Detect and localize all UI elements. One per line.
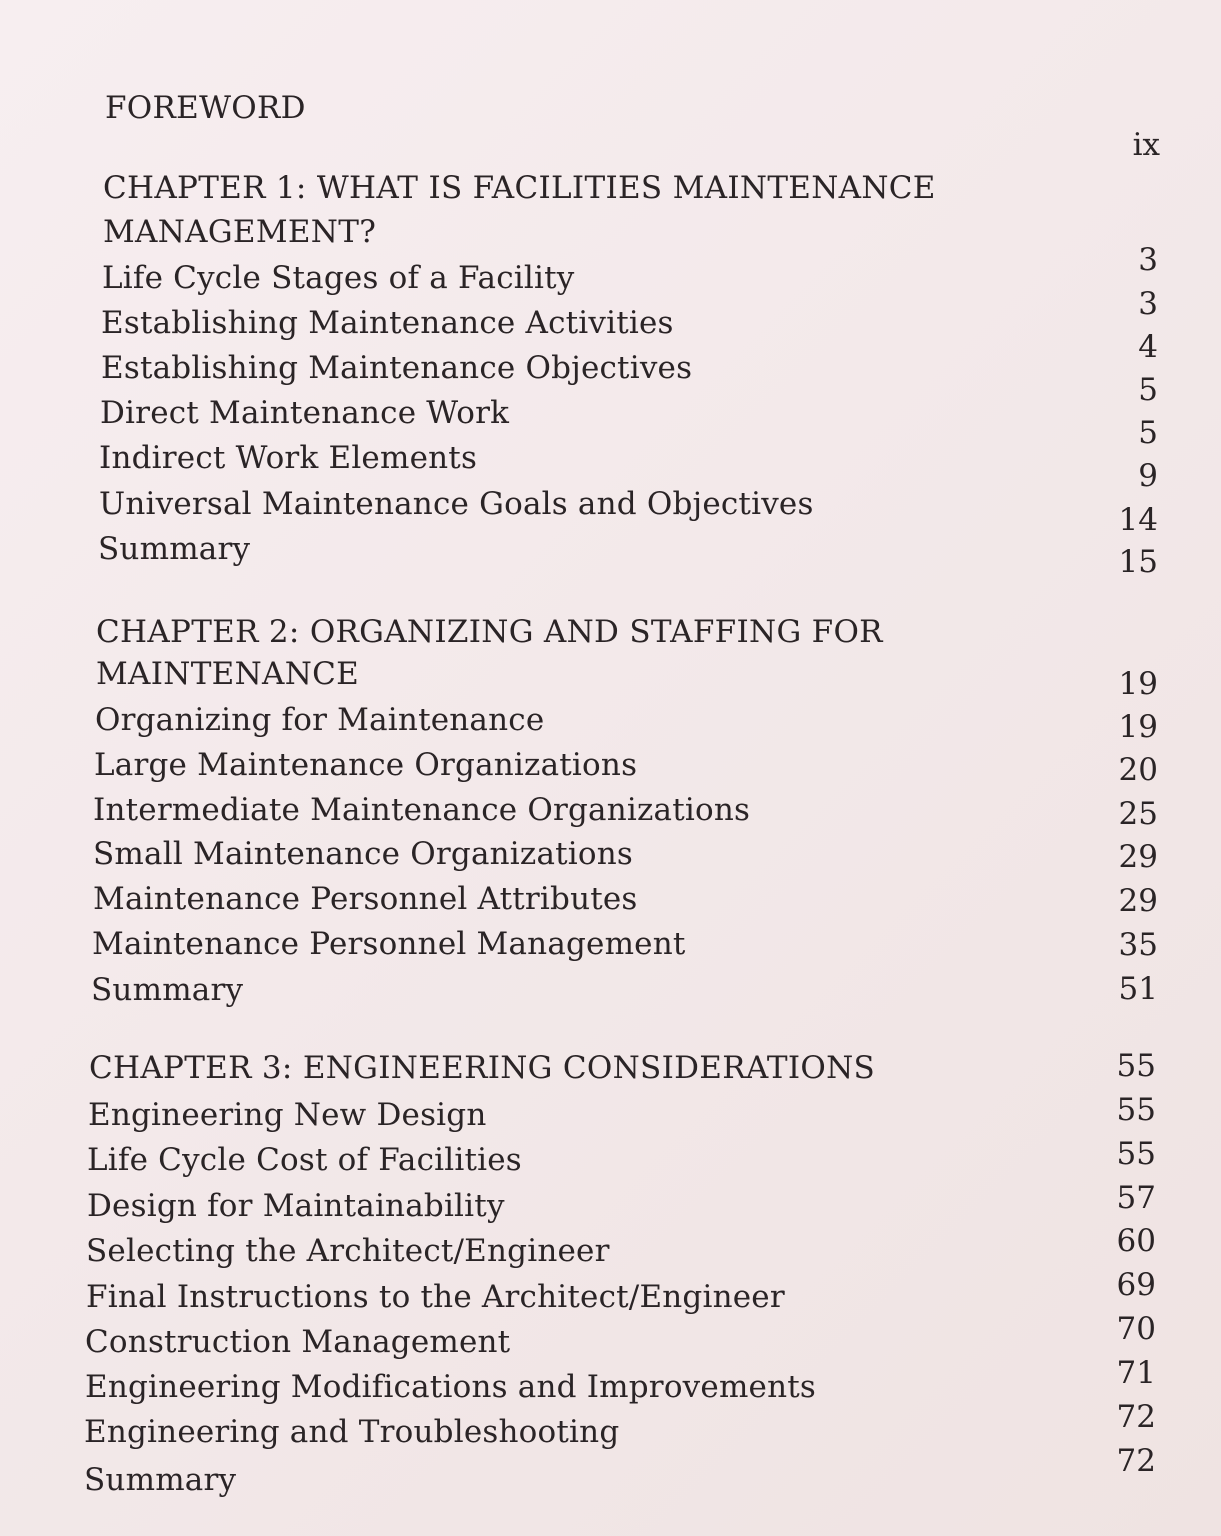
chapter-1-page: 3 <box>1138 242 1158 278</box>
toc-entry-page: 71 <box>1116 1355 1156 1391</box>
toc-entry: Life Cycle Cost of Facilities <box>87 1142 522 1178</box>
toc-entry: Organizing for Maintenance <box>95 702 545 738</box>
chapter-2-title-line2: MAINTENANCE <box>96 656 360 692</box>
toc-entry-page: 25 <box>1118 796 1158 832</box>
toc-entry: Universal Maintenance Goals and Objectives <box>99 486 814 522</box>
toc-entry-page: 35 <box>1118 927 1158 963</box>
toc-entry-page: 60 <box>1116 1223 1156 1259</box>
toc-entry-page: 29 <box>1118 839 1158 875</box>
toc-entry: Establishing Maintenance Activities <box>101 305 674 341</box>
toc-entry-page: 14 <box>1118 502 1158 538</box>
toc-entry-page: 72 <box>1116 1443 1156 1479</box>
toc-entry: Final Instructions to the Architect/Engineer <box>86 1279 785 1315</box>
chapter-1-title-line1: CHAPTER 1: WHAT IS FACILITIES MAINTENANCE <box>103 170 936 206</box>
toc-entry: Engineering Modifications and Improvements <box>85 1369 817 1405</box>
toc-entry: Construction Management <box>85 1324 511 1360</box>
toc-entry: Small Maintenance Organizations <box>93 836 634 872</box>
toc-entry-page: 70 <box>1116 1311 1156 1347</box>
toc-entry-page: 55 <box>1116 1136 1156 1172</box>
toc-entry: Maintenance Personnel Management <box>92 926 686 962</box>
toc-entry-page: 55 <box>1116 1092 1156 1128</box>
toc-entry-page: 72 <box>1116 1399 1156 1435</box>
chapter-3-title: CHAPTER 3: ENGINEERING CONSIDERATIONS <box>89 1050 876 1086</box>
chapter-2-title-line1: CHAPTER 2: ORGANIZING AND STAFFING FOR <box>96 614 883 650</box>
toc-entry: Maintenance Personnel Attributes <box>93 881 638 917</box>
toc-entry-page: 20 <box>1118 752 1158 788</box>
toc-entry-page: 69 <box>1116 1267 1156 1303</box>
toc-entry-page: 57 <box>1116 1180 1156 1216</box>
toc-entry: Summary <box>84 1462 237 1498</box>
foreword-title: FOREWORD <box>105 90 306 126</box>
toc-entry-page: 4 <box>1138 329 1158 365</box>
toc-entry-page: 9 <box>1138 458 1158 494</box>
toc-entry-page: 5 <box>1138 415 1158 451</box>
toc-entry: Direct Maintenance Work <box>100 395 510 431</box>
toc-entry-page: 29 <box>1118 883 1158 919</box>
toc-entry: Establishing Maintenance Objectives <box>101 350 693 386</box>
toc-entry: Summary <box>98 531 251 567</box>
toc-entry-page: 3 <box>1138 286 1158 322</box>
toc-entry-page: 19 <box>1118 709 1158 745</box>
toc-entry: Large Maintenance Organizations <box>94 747 638 783</box>
toc-entry: Selecting the Architect/Engineer <box>86 1233 610 1269</box>
toc-entry-page: 5 <box>1138 372 1158 408</box>
toc-entry-page: 51 <box>1118 971 1158 1007</box>
chapter-2-page: 19 <box>1118 666 1158 702</box>
toc-entry: Life Cycle Stages of a Facility <box>102 260 575 296</box>
chapter-1-title-line2: MANAGEMENT? <box>103 214 377 250</box>
toc-entry: Intermediate Maintenance Organizations <box>93 792 751 828</box>
toc-entry: Engineering New Design <box>88 1097 487 1133</box>
toc-entry: Engineering and Troubleshooting <box>84 1414 620 1450</box>
foreword-page: ix <box>1132 127 1160 163</box>
toc-entry: Design for Maintainability <box>87 1188 505 1224</box>
toc-entry: Indirect Work Elements <box>99 440 478 476</box>
toc-entry: Summary <box>91 972 244 1008</box>
chapter-3-page: 55 <box>1116 1048 1156 1084</box>
toc-entry-page: 15 <box>1118 544 1158 580</box>
